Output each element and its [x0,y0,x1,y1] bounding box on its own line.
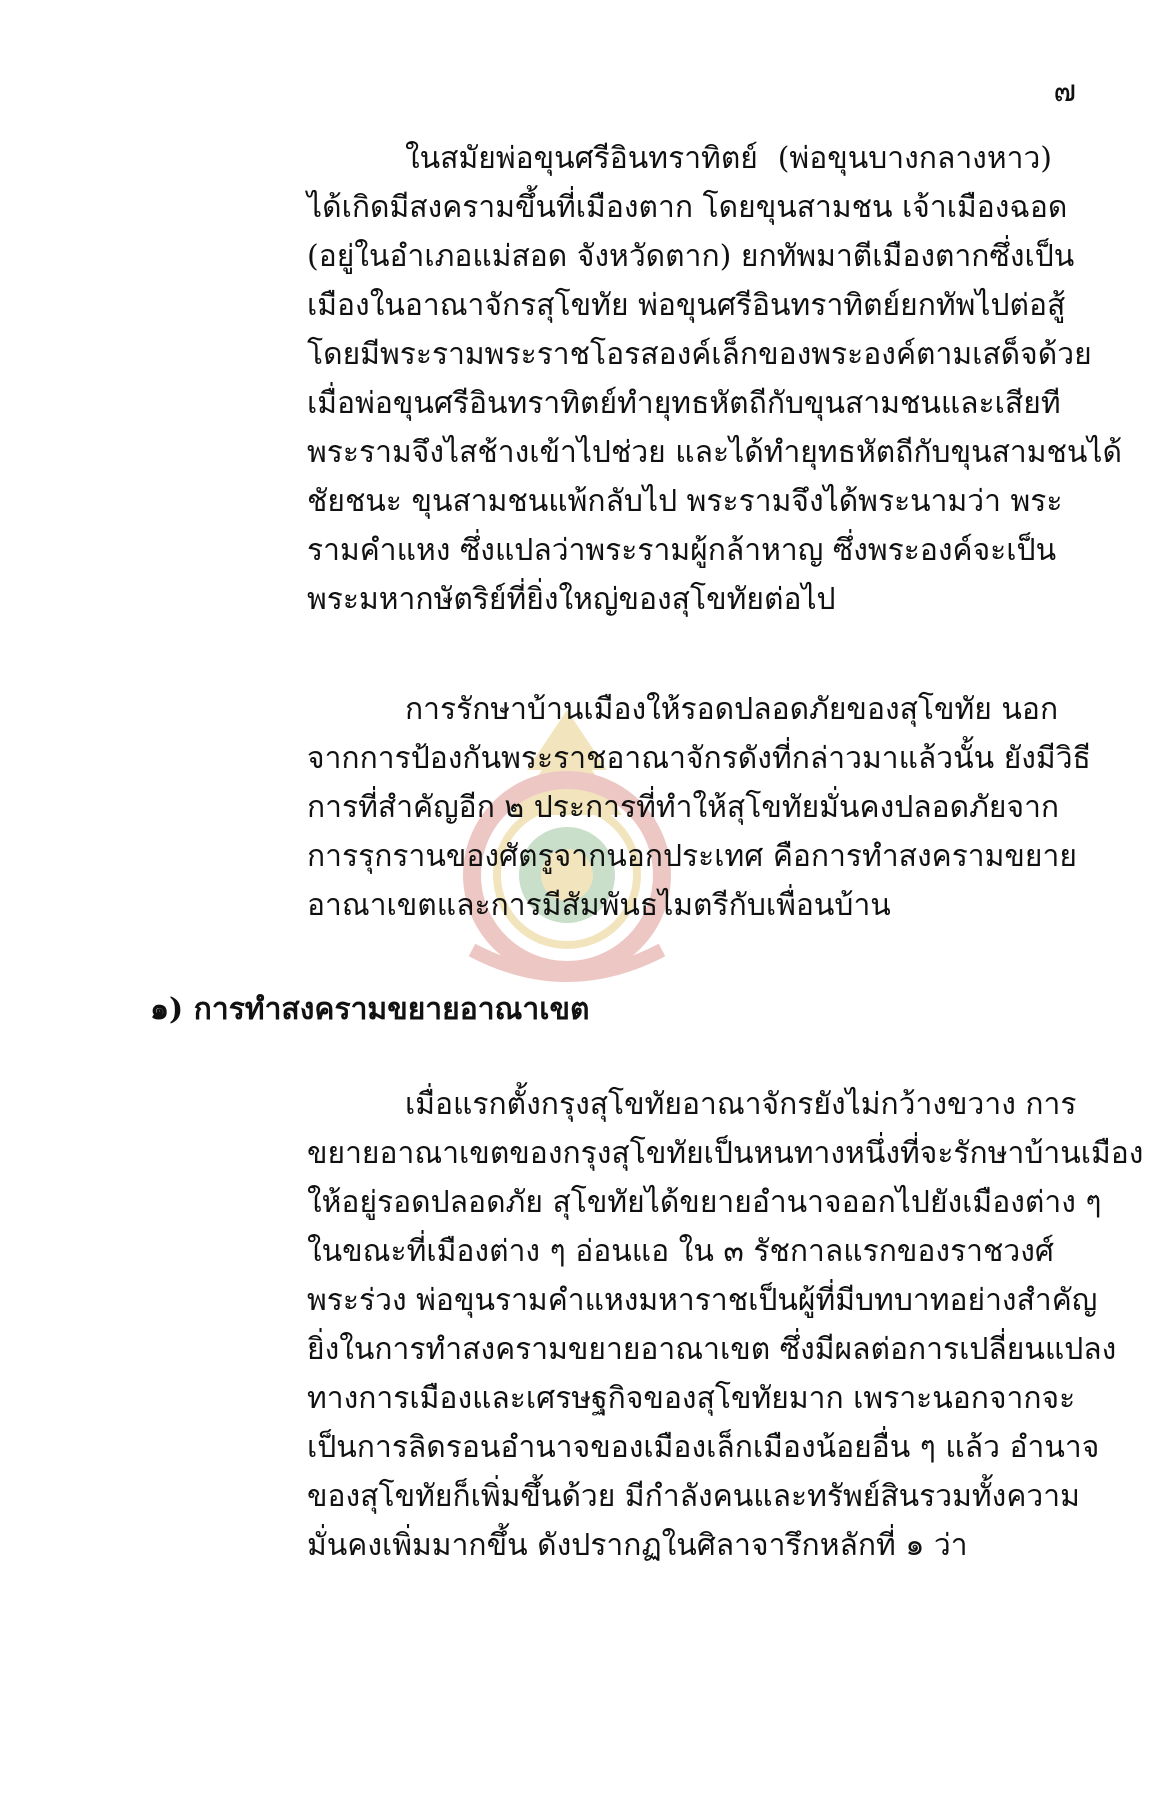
text-line: พระมหากษัตริย์ที่ยิ่งใหญ่ของสุโขทัยต่อไป [307,582,836,617]
text-line: ในสมัยพ่อขุนศรีอินทราทิตย์ (พ่อขุนบางกลางหาว) [405,141,1052,176]
text-line: มั่นคงเพิ่มมากขึ้น ดังปรากฏในศิลาจารึกหลักที่ ๑ ว่า [307,1528,968,1563]
text-line: เมื่อแรกตั้งกรุงสุโขทัยอาณาจักรยังไม่กว้างขวาง การ [405,1087,1077,1122]
text-line: (อยู่ในอำเภอแม่สอด จังหวัดตาก) ยกทัพมาตีเมืองตากซึ่งเป็น [307,239,1075,274]
text-line: ของสุโขทัยก็เพิ่มขึ้นด้วย มีกำลังคนและทรัพย์สินรวมทั้งความ [307,1479,1080,1514]
page-number: ๗ [1053,74,1076,109]
text-line: จากการป้องกันพระราชอาณาจักรดังที่กล่าวมาแล้วนั้น ยังมีวิธี [307,741,1091,776]
text-line: โดยมีพระรามพระราชโอรสองค์เล็กของพระองค์ตามเสด็จด้วย [307,337,1092,372]
text-line: ในขณะที่เมืองต่าง ๆ อ่อนแอ ใน ๓ รัชกาลแรกของราชวงศ์ [307,1234,1054,1269]
text-line: รามคำแหง ซึ่งแปลว่าพระรามผู้กล้าหาญ ซึ่งพระองค์จะเป็น [307,533,1057,568]
text-line: ทางการเมืองและเศรษฐกิจของสุโขทัยมาก เพราะนอกจากจะ [307,1381,1076,1416]
text-line: เป็นการลิดรอนอำนาจของเมืองเล็กเมืองน้อยอื่น ๆ แล้ว อำนาจ [307,1430,1100,1465]
text-line: ได้เกิดมีสงครามขึ้นที่เมืองตาก โดยขุนสามชน เจ้าเมืองฉอด [307,190,1068,225]
text-line: การที่สำคัญอีก ๒ ประการที่ทำให้สุโขทัยมั่นคงปลอดภัยจาก [307,790,1060,825]
section-heading: ๑) การทำสงครามขยายอาณาเขต [150,992,590,1027]
text-line: พระรามจึงไสช้างเข้าไปช่วย และได้ทำยุทธหัตถีกับขุนสามชนได้ [307,435,1122,470]
text-line: อาณาเขตและการมีสัมพันธไมตรีกับเพื่อนบ้าน [307,888,891,923]
text-line: การรักษาบ้านเมืองให้รอดปลอดภัยของสุโขทัย นอก [405,692,1059,727]
text-line: พระร่วง พ่อขุนรามคำแหงมหาราชเป็นผู้ที่มีบทบาทอย่างสำคัญ [307,1283,1098,1318]
text-line: เมื่อพ่อขุนศรีอินทราทิตย์ทำยุทธหัตถีกับขุนสามชนและเสียที [307,386,1061,421]
text-line: การรุกรานของศัตรูจากนอกประเทศ คือการทำสงครามขยาย [307,839,1077,874]
text-line: ยิ่งในการทำสงครามขยายอาณาเขต ซึ่งมีผลต่อการเปลี่ยนแปลง [307,1332,1117,1367]
text-line: เมืองในอาณาจักรสุโขทัย พ่อขุนศรีอินทราทิตย์ยกทัพไปต่อสู้ [307,288,1066,323]
text-line: ขยายอาณาเขตของกรุงสุโขทัยเป็นหนทางหนึ่งที่จะรักษาบ้านเมือง [307,1136,1144,1171]
text-line: ชัยชนะ ขุนสามชนแพ้กลับไป พระรามจึงได้พระนามว่า พระ [307,484,1063,519]
text-line: ให้อยู่รอดปลอดภัย สุโขทัยได้ขยายอำนาจออกไปยังเมืองต่าง ๆ [307,1185,1102,1220]
